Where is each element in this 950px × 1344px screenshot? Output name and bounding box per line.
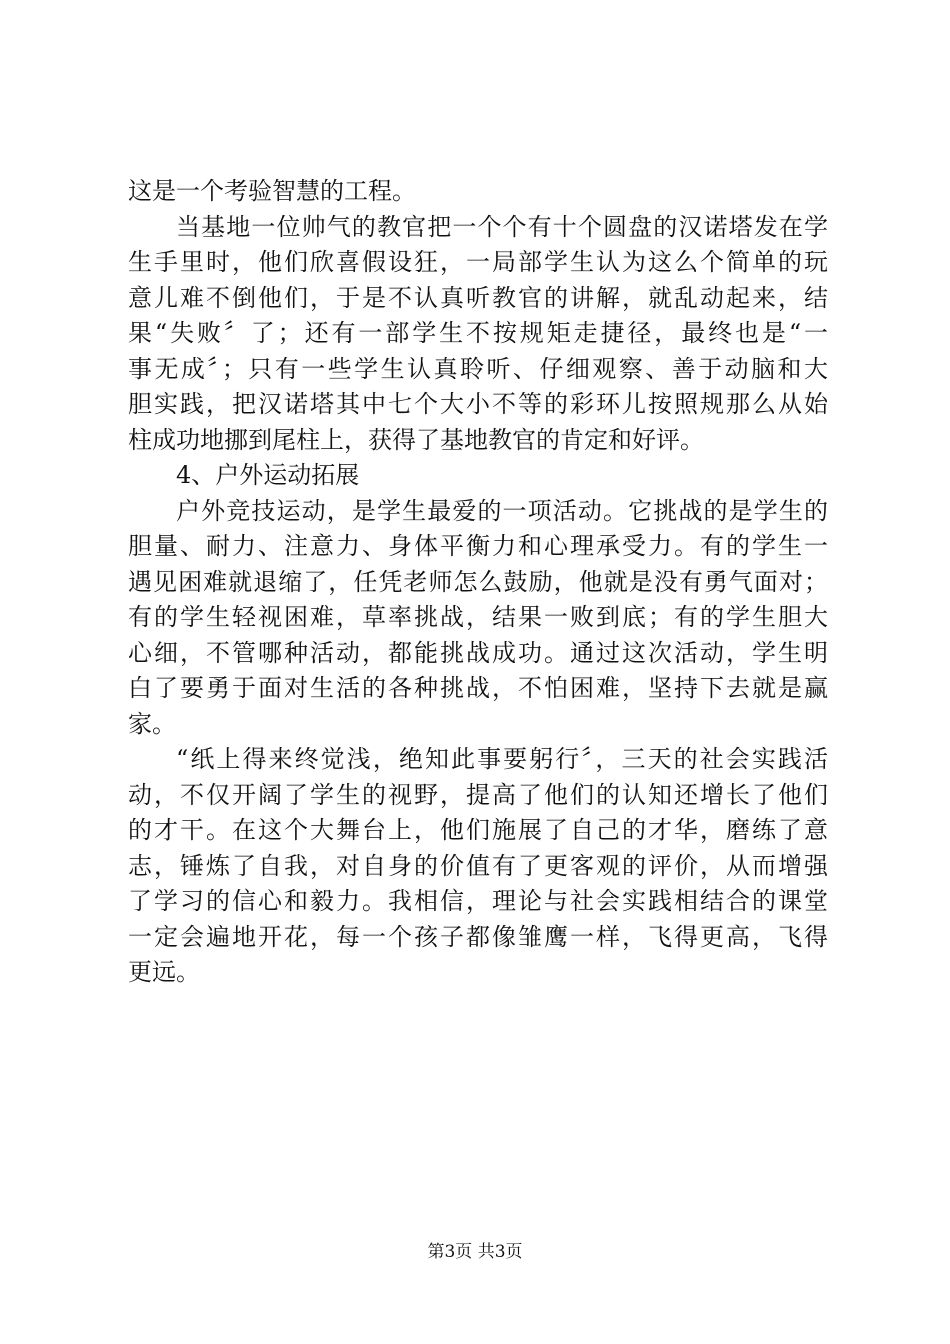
page-footer: 第3页 共3页 bbox=[427, 1242, 523, 1262]
text-line: 这是一个考验智慧的工程。 bbox=[128, 177, 416, 205]
text-line: 户外竞技运动，是学生最爱的一项活动。它挑战的是学生的 bbox=[176, 496, 828, 525]
text-line: 一定会遍地开花，每一个孩子都像雏鹰一样，飞得更高，飞得 bbox=[128, 922, 828, 951]
text-line: 白了要勇于面对生活的各种挑战，不怕困难，坚持下去就是赢 bbox=[128, 674, 828, 702]
text-line: 意儿难不倒他们，于是不认真听教官的讲解，就乱动起来，结 bbox=[128, 283, 828, 312]
text-line: 心细，不管哪种活动，都能挑战成功。通过这次活动，学生明 bbox=[128, 638, 828, 667]
text-line: 果“失败〞了；还有一部学生不按规矩走捷径，最终也是“一 bbox=[128, 319, 828, 347]
text-line: 4、户外运动拓展 bbox=[176, 461, 360, 489]
text-line: 遇见困难就退缩了，任凭老师怎么鼓励，他就是没有勇气面对； bbox=[128, 567, 828, 596]
text-line: 有的学生轻视困难，草率挑战，结果一败到底；有的学生胆大 bbox=[128, 603, 828, 631]
text-line: 胆量、耐力、注意力、身体平衡力和心理承受力。有的学生一 bbox=[128, 532, 828, 560]
text-line: 更远。 bbox=[128, 958, 200, 986]
text-line: 当基地一位帅气的教官把一个个有十个圆盘的汉诺塔发在学 bbox=[176, 212, 828, 241]
text-line: “纸上得来终觉浅，绝知此事要躬行〞，三天的社会实践活 bbox=[176, 745, 828, 773]
text-line: 事无成〞；只有一些学生认真聆听、仔细观察、善于动脑和大 bbox=[128, 354, 828, 383]
document-body bbox=[128, 174, 828, 991]
text-line: 生手里时，他们欣喜假设狂，一局部学生认为这么个简单的玩 bbox=[128, 248, 828, 276]
text-line: 动，不仅开阔了学生的视野，提高了他们的认知还增长了他们 bbox=[128, 780, 828, 809]
text-line: 的才干。在这个大舞台上，他们施展了自己的才华，磨练了意 bbox=[128, 816, 828, 844]
text-line: 柱成功地挪到尾柱上，获得了基地教官的肯定和好评。 bbox=[128, 425, 704, 454]
text-line: 家。 bbox=[128, 709, 176, 738]
text-line: 胆实践，把汉诺塔其中七个大小不等的彩环儿按照规那么从始 bbox=[128, 390, 828, 418]
text-line: 了学习的信心和毅力。我相信，理论与社会实践相结合的课堂 bbox=[128, 887, 828, 915]
text-line: 志，锤炼了自我，对自身的价值有了更客观的评价，从而增强 bbox=[128, 851, 828, 880]
